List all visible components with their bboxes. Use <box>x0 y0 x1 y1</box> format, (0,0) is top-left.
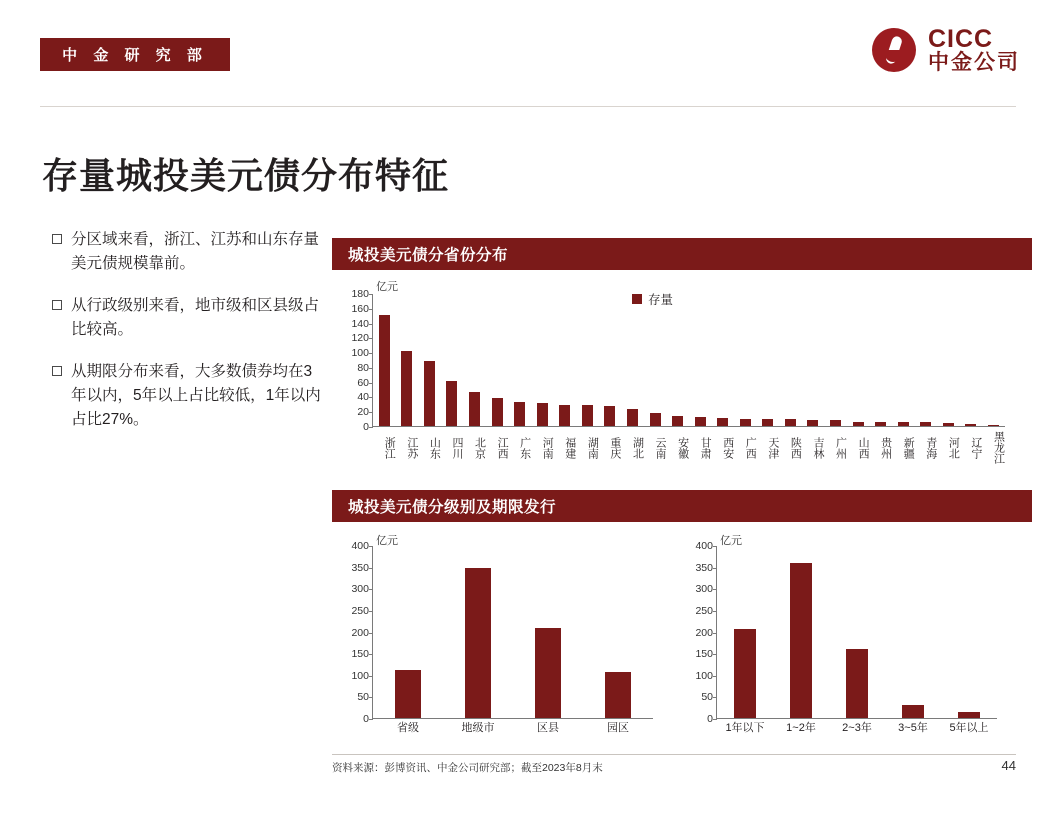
x-axis-tick-label: 省级 <box>397 722 419 734</box>
bullet-square-icon <box>52 234 62 244</box>
bar <box>424 361 435 426</box>
bar-column <box>871 294 891 426</box>
bar-column <box>720 546 770 718</box>
bar-column <box>758 294 778 426</box>
bar-column <box>893 294 913 426</box>
bullet-text: 从行政级别来看，地市级和区县级占比较高。 <box>71 297 320 339</box>
y-axis-tick-label: 250 <box>351 604 369 617</box>
x-axis-tick-label: 黑龙江 <box>992 431 1005 464</box>
bar-column <box>888 546 938 718</box>
bar-column <box>776 546 826 718</box>
list-item <box>52 228 322 276</box>
y-axis-tick-label: 50 <box>701 691 713 704</box>
bar-column <box>517 546 579 718</box>
bar <box>535 628 561 718</box>
x-axis-tick-label: 安徽 <box>676 436 689 459</box>
footer-divider <box>332 754 1016 755</box>
bar <box>734 629 756 718</box>
chart-province-distribution <box>332 276 1016 476</box>
bar-column <box>944 546 994 718</box>
x-axis-tick-label: 重庆 <box>608 436 621 459</box>
chart2-unit-label: 亿元 <box>376 535 398 547</box>
bar-column <box>848 294 868 426</box>
x-axis-tick-label: 1年以下 <box>725 722 765 734</box>
cicc-logo-cn: 中金公司 <box>928 51 1020 75</box>
bar-column <box>447 546 509 718</box>
bar-column <box>938 294 958 426</box>
x-axis-tick-label: 区县 <box>537 722 559 734</box>
bar <box>582 405 593 426</box>
bar <box>672 416 683 426</box>
x-axis-tick-label: 西安 <box>721 436 734 459</box>
bar <box>717 418 728 426</box>
list-item <box>52 294 322 342</box>
bullet-text: 分区域来看，浙江、江苏和山东存量美元债规模靠前。 <box>71 231 320 273</box>
y-axis-tick-label: 200 <box>351 626 369 639</box>
y-axis-tick-label: 140 <box>351 317 369 330</box>
bar <box>465 568 491 719</box>
x-axis-tick-label: 四川 <box>450 436 463 459</box>
y-axis-tick-label: 350 <box>695 561 713 574</box>
x-axis-tick-label: 陕西 <box>789 436 802 459</box>
bullet-list <box>52 228 322 450</box>
x-axis-tick-label: 河北 <box>947 436 960 459</box>
chart1-unit-label: 亿元 <box>376 281 398 293</box>
bar-column <box>668 294 688 426</box>
cicc-logo-text <box>928 26 1020 74</box>
x-axis-tick-label: 广东 <box>518 436 531 459</box>
x-axis-tick-label: 广州 <box>834 436 847 459</box>
y-axis-tick-label: 400 <box>351 540 369 552</box>
chart3-unit-label: 亿元 <box>720 535 742 547</box>
bar <box>790 563 812 718</box>
bullet-square-icon <box>52 300 62 310</box>
x-axis-tick-label: 山西 <box>857 436 870 459</box>
x-axis-tick-label: 辽宁 <box>969 436 982 459</box>
bar-column <box>690 294 710 426</box>
x-axis-tick-label: 湖北 <box>631 436 644 459</box>
y-axis-tick-label: 50 <box>357 691 369 704</box>
bar <box>785 419 796 426</box>
y-axis-tick-label: 120 <box>351 332 369 345</box>
legend-label: 存量 <box>648 293 674 307</box>
bar-series <box>717 546 997 718</box>
x-axis-tick-label: 青海 <box>924 436 937 459</box>
bar <box>695 417 706 426</box>
y-axis-tick-label: 100 <box>351 347 369 360</box>
bar-column <box>397 294 417 426</box>
bullet-square-icon <box>52 366 62 376</box>
bar-column <box>645 294 665 426</box>
bar-column <box>377 546 439 718</box>
x-axis-tick-label: 湖南 <box>586 436 599 459</box>
x-axis-tick-label: 广西 <box>744 436 757 459</box>
y-axis-tick-label: 0 <box>363 713 369 725</box>
bar <box>846 649 868 718</box>
bar-column <box>735 294 755 426</box>
bar-column <box>487 294 507 426</box>
x-axis-tick-label: 5年以上 <box>949 722 989 734</box>
bar <box>469 392 480 426</box>
cicc-logo-icon <box>872 28 916 72</box>
source-note: 资料来源：彭博资讯、中金公司研究部；截至2023年8月末 <box>332 762 603 774</box>
panel-title-rank-tenor: 城投美元债分级别及期限发行 <box>332 490 1032 522</box>
x-axis-tick-label: 甘肃 <box>699 436 712 459</box>
bar <box>650 413 661 426</box>
x-axis-tick-label: 3~5年 <box>898 722 928 734</box>
x-axis-tick-label: 浙江 <box>383 436 396 459</box>
y-axis-tick-label: 0 <box>363 421 369 433</box>
bar <box>401 351 412 426</box>
x-axis-tick-label: 云南 <box>654 436 667 459</box>
bar-column <box>587 546 649 718</box>
list-item <box>52 360 322 432</box>
x-axis-tick-label: 贵州 <box>879 436 892 459</box>
x-axis-tick-label: 新疆 <box>902 436 915 459</box>
y-axis-tick-label: 350 <box>351 561 369 574</box>
chart-admin-level <box>332 530 672 745</box>
bar-column <box>374 294 394 426</box>
y-axis-tick-label: 180 <box>351 288 369 300</box>
x-axis-labels <box>373 426 1005 464</box>
bar-series <box>373 294 1005 426</box>
y-axis-tick-label: 300 <box>351 583 369 596</box>
y-axis-tick-label: 150 <box>351 648 369 661</box>
bar-column <box>532 294 552 426</box>
x-axis-labels <box>373 718 653 735</box>
y-axis-tick-label: 100 <box>695 669 713 682</box>
x-axis-tick-label: 1~2年 <box>786 722 816 734</box>
y-axis-tick-label: 80 <box>357 361 369 374</box>
bar-column <box>916 294 936 426</box>
y-axis-tick-label: 200 <box>695 626 713 639</box>
bar <box>902 705 924 718</box>
y-axis-tick-label: 100 <box>351 669 369 682</box>
y-axis-tick-label: 20 <box>357 406 369 419</box>
bar-column <box>555 294 575 426</box>
x-axis-tick-label: 江苏 <box>405 436 418 459</box>
bar-column <box>622 294 642 426</box>
header-divider <box>40 106 1016 107</box>
y-axis-tick-label: 300 <box>695 583 713 596</box>
x-axis-tick-label: 福建 <box>563 436 576 459</box>
y-axis-tick-label: 60 <box>357 376 369 389</box>
bar <box>446 381 457 426</box>
bar <box>492 398 503 426</box>
bullet-text: 从期限分布来看，大多数债券均在3年以内，5年以上占比较低，1年以内占比27%。 <box>71 363 321 429</box>
y-axis-tick-label: 150 <box>695 648 713 661</box>
y-axis-tick-label: 40 <box>357 391 369 404</box>
x-axis-tick-label: 山东 <box>428 436 441 459</box>
bar <box>537 403 548 426</box>
chart-tenor <box>676 530 1016 745</box>
x-axis-labels <box>717 718 997 735</box>
x-axis-tick-label: 吉林 <box>811 436 824 459</box>
y-axis-tick-label: 160 <box>351 302 369 315</box>
bar <box>604 406 615 426</box>
cicc-logo <box>872 26 1020 74</box>
bar-column <box>803 294 823 426</box>
bar-column <box>961 294 981 426</box>
bar-column <box>983 294 1003 426</box>
page-number: 44 <box>1001 758 1016 773</box>
bar-column <box>510 294 530 426</box>
bar-column <box>419 294 439 426</box>
y-axis-tick-label: 0 <box>707 713 713 725</box>
page-title: 存量城投美元债分布特征 <box>42 155 450 196</box>
cicc-logo-en: CICC <box>928 25 994 53</box>
panel-title-province: 城投美元债分省份分布 <box>332 238 1032 270</box>
bar-column <box>713 294 733 426</box>
research-dept-tag: 中 金 研 究 部 <box>40 38 230 71</box>
bar-column <box>465 294 485 426</box>
bar-column <box>832 546 882 718</box>
bar <box>559 405 570 426</box>
bar <box>379 315 390 426</box>
bar-series <box>373 546 653 718</box>
x-axis-tick-label: 2~3年 <box>842 722 872 734</box>
bar <box>627 409 638 426</box>
bar <box>395 670 421 718</box>
bar-column <box>826 294 846 426</box>
bar <box>740 419 751 426</box>
bar-column <box>442 294 462 426</box>
x-axis-tick-label: 北京 <box>473 436 486 459</box>
x-axis-tick-label: 江西 <box>496 436 509 459</box>
x-axis-tick-label: 天津 <box>766 436 779 459</box>
bar <box>605 672 631 718</box>
x-axis-tick-label: 地级市 <box>461 722 495 734</box>
bar <box>762 419 773 426</box>
y-axis-tick-label: 400 <box>695 540 713 552</box>
x-axis-tick-label: 河南 <box>541 436 554 459</box>
bar-column <box>577 294 597 426</box>
bar <box>514 402 525 426</box>
y-axis-tick-label: 250 <box>695 604 713 617</box>
x-axis-tick-label: 园区 <box>607 722 629 734</box>
bar-column <box>600 294 620 426</box>
bar-column <box>780 294 800 426</box>
